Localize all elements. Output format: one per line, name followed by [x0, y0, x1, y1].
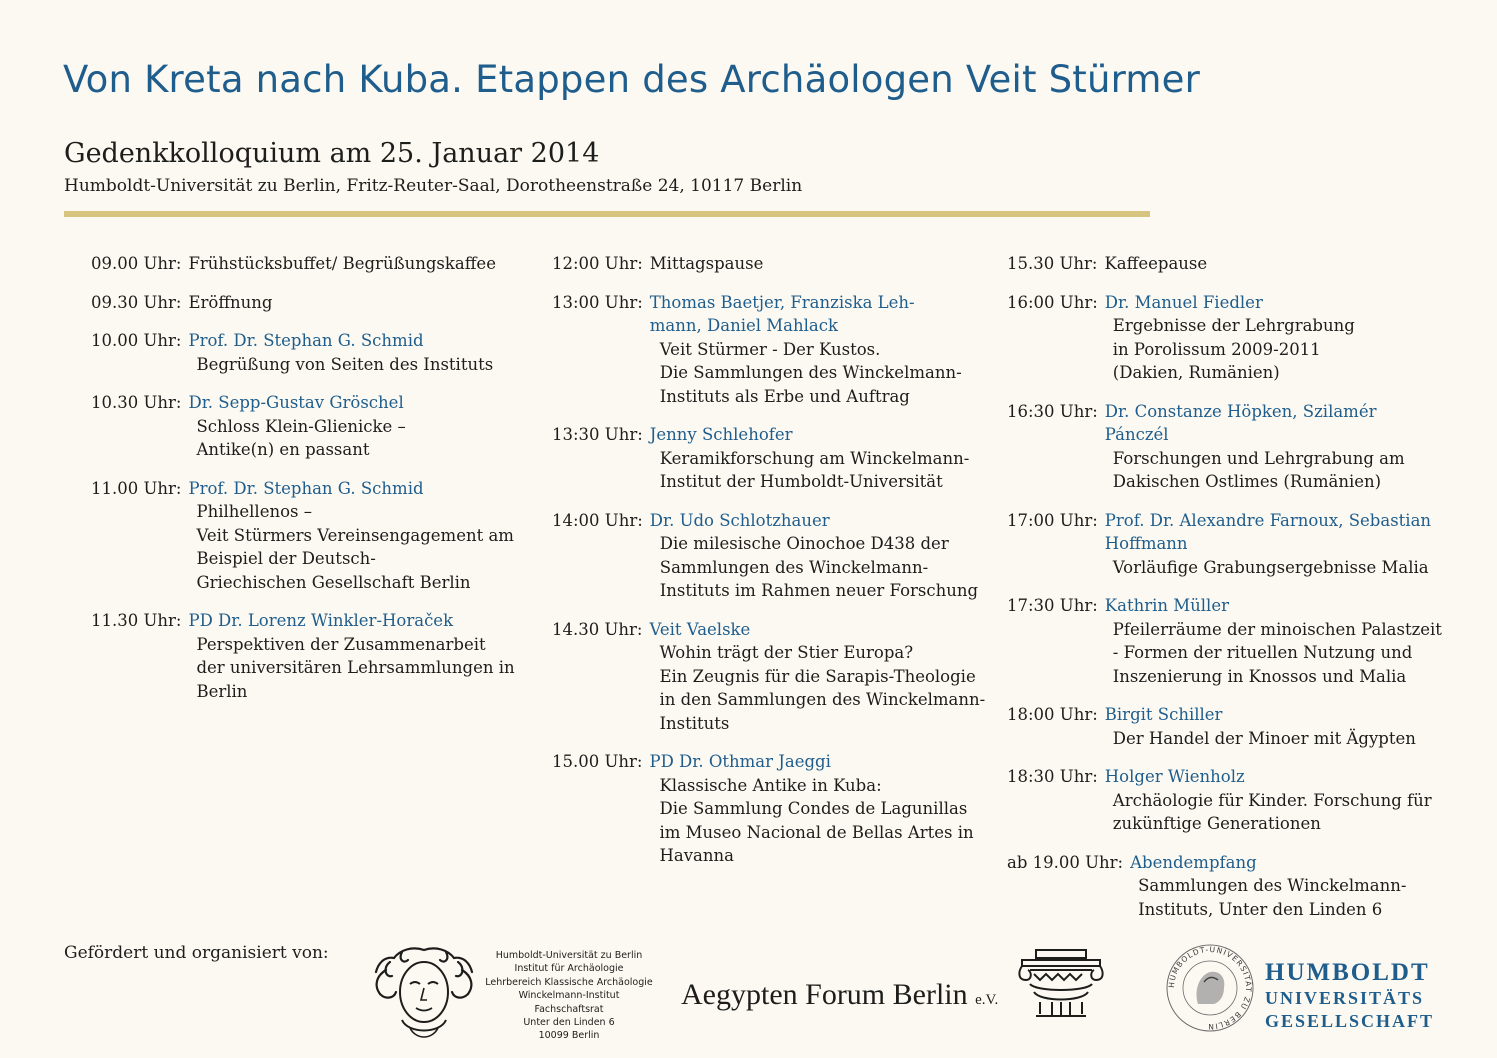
entry-text: Frühstücksbuffet/ Begrüßungskaffee — [188, 254, 496, 273]
aegypten-forum-logo — [681, 978, 998, 1012]
entry-body — [1098, 400, 1447, 494]
entry-time: 11.30 Uhr: — [91, 611, 182, 630]
entry-description: Wohin trägt der Stier Europa? Ein Zeugnis für die Sarapis-Theologie in den Sammlungen des Winckelmann- Instituts — [659, 643, 986, 733]
program-entry — [552, 291, 992, 409]
entry-speaker: PD Dr. Lorenz Winkler-Horaček — [188, 611, 454, 630]
entry-body — [642, 618, 992, 736]
entry-speaker: Birgit Schiller — [1104, 705, 1223, 724]
program-entry — [1007, 851, 1447, 922]
entry-body — [181, 291, 521, 315]
aegypten-forum-suffix: e.V. — [975, 992, 999, 1008]
entry-speaker: Prof. Dr. Stephan G. Schmid — [188, 478, 424, 498]
entry-time: 10.30 Uhr: — [91, 393, 182, 412]
entry-body — [1098, 594, 1447, 688]
entry-time: 12:00 Uhr: — [552, 254, 643, 273]
program-entry — [91, 391, 521, 462]
entry-time: 13:30 Uhr: — [552, 425, 643, 444]
entry-description: Die milesische Oinochoe D438 der Sammlungen des Winckelmann- Instituts im Rahmen neuer Forschung — [659, 534, 979, 600]
page-title: Von Kreta nach Kuba. Etappen des Archäologen Veit Stürmer — [63, 58, 1201, 101]
entry-speaker: Dr. Udo Schlotzhauer — [649, 510, 830, 530]
entry-description: Veit Stürmer - Der Kustos. Die Sammlungen des Winckelmann- Instituts als Erbe und Auftrag — [659, 339, 962, 406]
entry-description: Keramikforschung am Winckelmann- Institut der Humboldt-Universität — [659, 448, 970, 491]
entry-body — [643, 509, 992, 603]
entry-speaker: Dr. Sepp-Gustav Gröschel — [188, 393, 404, 412]
entry-body — [643, 252, 992, 276]
entry-speaker: Jenny Schlehofer — [649, 425, 793, 444]
program-entry — [1007, 400, 1447, 494]
program-column-1 — [91, 252, 521, 718]
entry-speaker: Kathrin Müller — [1104, 596, 1229, 615]
humboldt-seal-logo — [1164, 942, 1256, 1034]
entry-time: 14:00 Uhr: — [552, 510, 643, 530]
entry-body — [1098, 509, 1447, 580]
entry-speaker: PD Dr. Othmar Jaeggi — [649, 752, 831, 771]
entry-speaker: Dr. Constanze Höpken, Szilamér Pánczél — [1104, 401, 1377, 444]
program-entry — [91, 609, 521, 703]
program-entry — [552, 618, 992, 736]
entry-body — [181, 609, 521, 703]
program-entry — [1007, 594, 1447, 688]
entry-description: Archäologie für Kinder. Forschung für zukünftige Generationen — [1112, 790, 1432, 833]
entry-speaker: Abendempfang — [1130, 852, 1257, 872]
entry-body — [642, 750, 992, 868]
entry-speaker: Thomas Baetjer, Franziska Leh- mann, Daniel Mahlack — [649, 292, 915, 335]
program-entry — [1007, 765, 1447, 836]
program-entry — [91, 291, 521, 315]
entry-time: ab 19.00 Uhr: — [1007, 852, 1124, 872]
entry-description: Schloss Klein-Glienicke – Antike(n) en passant — [196, 416, 406, 459]
program-entry — [1007, 703, 1447, 750]
entry-body — [643, 423, 992, 494]
entry-text: Kaffeepause — [1104, 254, 1208, 273]
entry-body — [1098, 291, 1447, 385]
entry-description: Forschungen und Lehrgrabung am Dakischen Ostlimes (Rumänien) — [1112, 448, 1405, 491]
hu-line-2: UNIVERSITÄTS — [1265, 988, 1425, 1008]
entry-speaker: Dr. Manuel Fiedler — [1104, 292, 1263, 312]
entry-description: Begrüßung von Seiten des Instituts — [196, 354, 494, 374]
entry-time: 11.00 Uhr: — [91, 478, 182, 498]
program-column-2 — [552, 252, 992, 883]
program-entry — [552, 252, 992, 276]
program-entry — [552, 423, 992, 494]
program-entry — [552, 509, 992, 603]
entry-time: 13:00 Uhr: — [552, 292, 643, 312]
sponsor-label: Gefördert und organisiert von: — [64, 943, 329, 963]
entry-description: Vorläufige Grabungsergebnisse Malia — [1112, 557, 1429, 577]
entry-body — [1097, 252, 1447, 276]
medusa-logo — [372, 942, 476, 1042]
entry-time: 18:30 Uhr: — [1007, 767, 1098, 786]
entry-time: 17:30 Uhr: — [1007, 596, 1098, 615]
venue-line: Humboldt-Universität zu Berlin, Fritz-Reuter-Saal, Dorotheenstraße 24, 10117 Berlin — [64, 176, 803, 196]
program-entry — [91, 252, 521, 276]
program-entry — [552, 750, 992, 868]
entry-description: Ergebnisse der Lehrgrabung in Porolissum 2009-2011 (Dakien, Rumänien) — [1112, 316, 1355, 382]
entry-description: Sammlungen des Winckelmann- Instituts, Unter den Linden 6 — [1138, 876, 1407, 919]
entry-description: Der Handel der Minoer mit Ägypten — [1112, 728, 1416, 748]
column-capital-logo — [1016, 946, 1106, 1020]
entry-body — [1098, 765, 1447, 836]
entry-time: 09.30 Uhr: — [91, 292, 182, 312]
entry-time: 16:00 Uhr: — [1007, 292, 1098, 312]
program-column-3 — [1007, 252, 1447, 936]
entry-time: 16:30 Uhr: — [1007, 401, 1098, 421]
institute-address: Humboldt-Universität zu Berlin Institut für Archäologie Lehrbereich Klassische Archäologie Winckelmann-Institut Fachschaftsrat Unter den Linden 6 10099 Berlin — [485, 950, 653, 1042]
entry-text: Mittagspause — [649, 254, 764, 273]
entry-body — [643, 291, 992, 409]
entry-time: 15.00 Uhr: — [552, 752, 643, 771]
page-subtitle: Gedenkkolloquium am 25. Januar 2014 — [64, 138, 600, 169]
entry-body — [1098, 703, 1447, 750]
entry-description: Perspektiven der Zusammenarbeit der universitären Lehrsammlungen in Berlin — [196, 634, 515, 701]
entry-speaker: Veit Vaelske — [649, 619, 751, 639]
entry-time: 10.00 Uhr: — [91, 331, 182, 350]
entry-description: Philhellenos – Veit Stürmers Vereinsengagement am Beispiel der Deutsch- Griechischen Gesellschaft Berlin — [196, 502, 514, 592]
entry-speaker: Prof. Dr. Alexandre Farnoux, Sebastian Hoffmann — [1104, 510, 1432, 553]
entry-time: 14.30 Uhr: — [552, 619, 643, 639]
hu-line-3: GESELLSCHAFT — [1265, 1011, 1435, 1031]
program-entry — [1007, 509, 1447, 580]
entry-speaker: Prof. Dr. Stephan G. Schmid — [188, 331, 424, 350]
entry-body — [181, 329, 521, 376]
entry-time: 09.00 Uhr: — [91, 254, 182, 273]
entry-description: Pfeilerräume der minoischen Palastzeit - Formen der rituellen Nutzung und Inszenierung in Knossos und Malia — [1112, 619, 1442, 686]
entry-body — [1123, 851, 1447, 922]
entry-time: 18:00 Uhr: — [1007, 705, 1098, 724]
entry-speaker: Holger Wienholz — [1104, 767, 1245, 786]
program-entry — [91, 477, 521, 595]
program-entry — [1007, 252, 1447, 276]
entry-text: Eröffnung — [188, 292, 273, 312]
hu-line-1: HUMBOLDT — [1265, 959, 1430, 986]
program-entry — [1007, 291, 1447, 385]
divider — [64, 211, 1150, 217]
entry-body — [181, 252, 521, 276]
humboldt-society-logo — [1265, 961, 1434, 1033]
entry-body — [181, 477, 521, 595]
program-entry — [91, 329, 521, 376]
entry-body — [181, 391, 521, 462]
entry-time: 17:00 Uhr: — [1007, 510, 1098, 530]
entry-description: Klassische Antike in Kuba: Die Sammlung Condes de Lagunillas im Museo Nacional de Bellas Artes in Havanna — [659, 775, 974, 865]
entry-time: 15.30 Uhr: — [1007, 254, 1098, 273]
seal-ring-text: HUMBOLDT-UNIVERSITÄT ZU BERLIN — [1166, 944, 1254, 1032]
aegypten-forum-name: Aegypten Forum Berlin — [681, 978, 968, 1011]
